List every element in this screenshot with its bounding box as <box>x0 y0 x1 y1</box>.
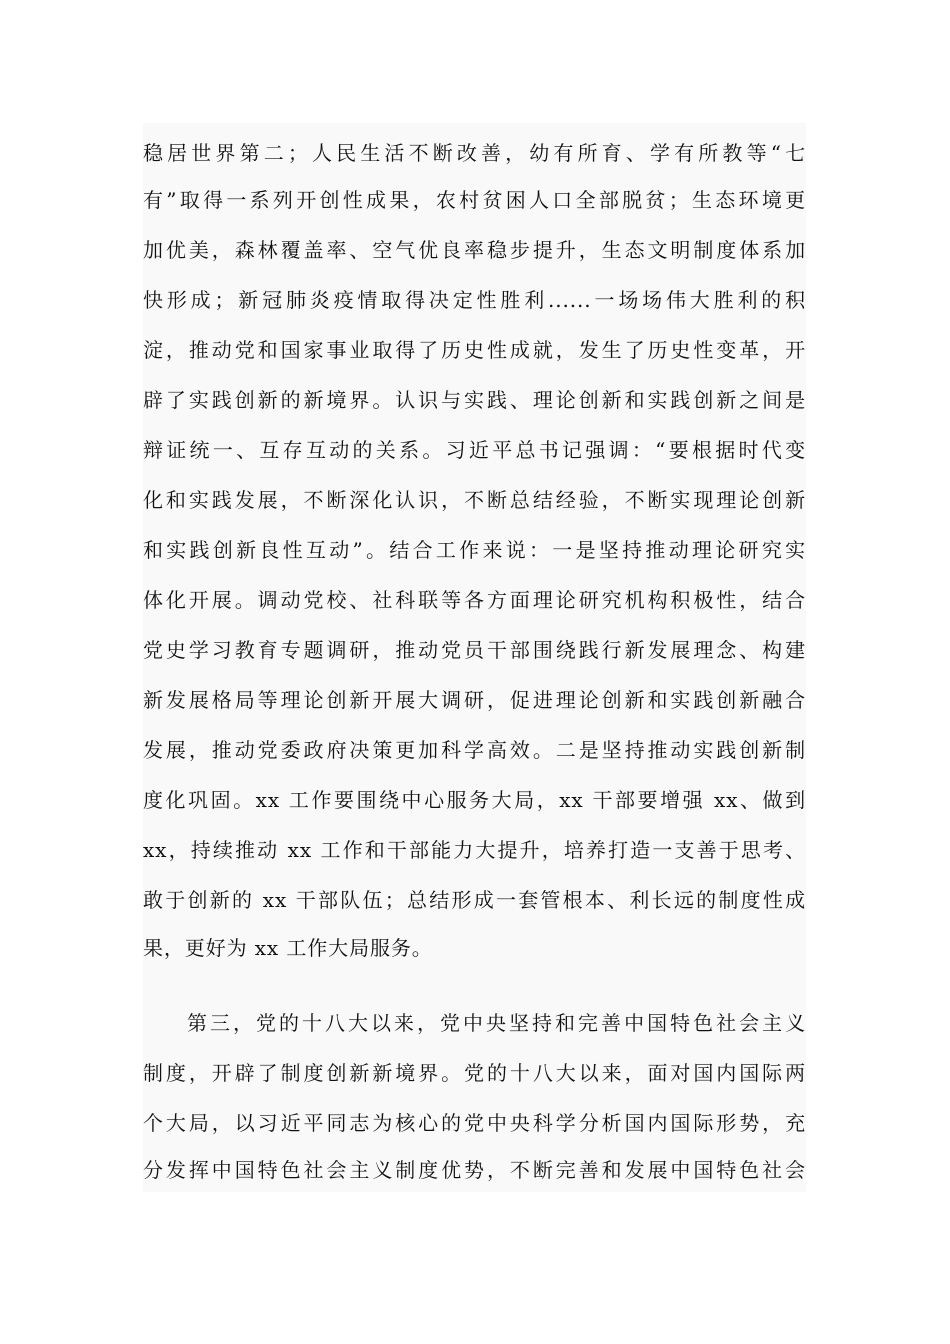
text-line: 度化巩固。xx 工作要围绕中心服务大局，xx 干部要增强 xx、做到 <box>143 788 806 812</box>
text-line: 体化开展。调动党校、社科联等各方面理论研究机构积极性，结合 <box>143 588 806 612</box>
text-line: 有”取得一系列开创性成果，农村贫困人口全部脱贫；生态环境更 <box>143 188 806 212</box>
text-line: 个大局，以习近平同志为核心的党中央科学分析国内国际形势，充 <box>143 1111 806 1135</box>
text-line: 果，更好为 xx 工作大局服务。 <box>143 936 433 960</box>
text-line: 敢于创新的 xx 干部队伍；总结形成一套管根本、利长远的制度性成 <box>143 888 806 912</box>
text-line: 辟了实践创新的新境界。认识与实践、理论创新和实践创新之间是 <box>143 388 806 412</box>
text-line: 发展，推动党委政府决策更加科学高效。二是坚持推动实践创新制 <box>143 738 806 762</box>
document-text-block <box>143 123 806 1192</box>
text-line: 第三，党的十八大以来，党中央坚持和完善中国特色社会主义 <box>187 1011 806 1035</box>
text-line: 新发展格局等理论创新开展大调研，促进理论创新和实践创新融合 <box>143 688 806 712</box>
text-line: 快形成；新冠肺炎疫情取得决定性胜利......一场场伟大胜利的积 <box>143 288 806 312</box>
text-line: 辩证统一、互存互动的关系。习近平总书记强调：“要根据时代变 <box>143 438 806 462</box>
text-line: 制度，开辟了制度创新新境界。党的十八大以来，面对国内国际两 <box>143 1061 806 1085</box>
text-line: 化和实践发展，不断深化认识，不断总结经验，不断实现理论创新 <box>143 488 806 512</box>
text-line: 分发挥中国特色社会主义制度优势，不断完善和发展中国特色社会 <box>143 1158 806 1182</box>
text-line: 党史学习教育专题调研，推动党员干部围绕践行新发展理念、构建 <box>143 638 806 662</box>
text-line: 加优美，森林覆盖率、空气优良率稳步提升，生态文明制度体系加 <box>143 238 806 262</box>
text-line: 和实践创新良性互动”。结合工作来说：一是坚持推动理论研究实 <box>143 538 806 562</box>
text-line: xx，持续推动 xx 工作和干部能力大提升，培养打造一支善于思考、 <box>143 838 806 862</box>
text-line: 稳居世界第二；人民生活不断改善，幼有所育、学有所教等“七 <box>143 141 806 165</box>
text-line: 淀，推动党和国家事业取得了历史性成就，发生了历史性变革，开 <box>143 338 806 362</box>
